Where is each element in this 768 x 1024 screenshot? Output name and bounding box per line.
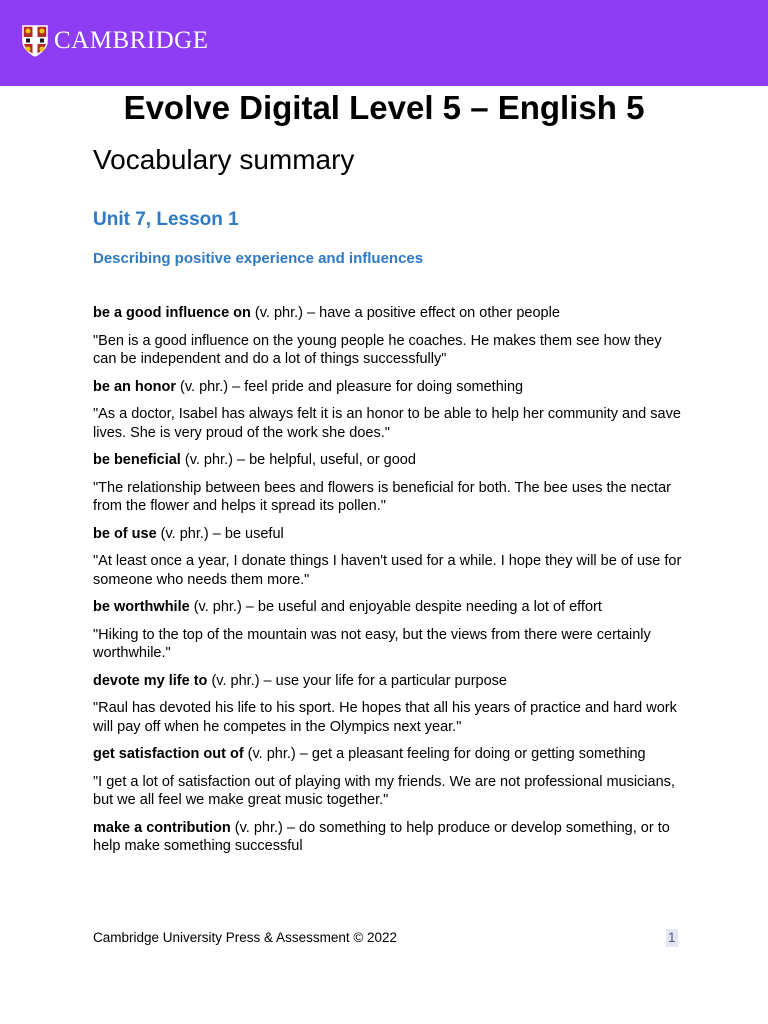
vocab-example: "As a doctor, Isabel has always felt it is an honor to be able to help her community and save lives. She is very proud of the work she does." xyxy=(93,406,681,441)
cambridge-shield-icon xyxy=(22,25,48,57)
vocab-term: be worthwhile xyxy=(93,599,190,615)
vocab-entry xyxy=(93,451,683,470)
vocab-example: "At least once a year, I donate things I haven't used for a while. I hope they will be of use for someone who needs them more." xyxy=(93,553,682,588)
footer-copyright: Cambridge University Press & Assessment © 2022 xyxy=(93,930,398,945)
vocab-definition: (v. phr.) – do something to help produce or develop something, or to help make something successful xyxy=(93,819,670,854)
vocab-definition: (v. phr.) – use your life for a particular purpose xyxy=(207,672,507,689)
vocab-definition: (v. phr.) – feel pride and pleasure for doing something xyxy=(175,378,524,395)
vocabulary-list xyxy=(93,304,683,865)
page-number: 1 xyxy=(668,930,676,945)
cambridge-logo[interactable] xyxy=(22,25,209,57)
document-title: Evolve Digital Level 5 – English 5 xyxy=(123,89,645,126)
vocab-term: be a good influence on xyxy=(93,305,251,321)
unit-heading: Unit 7, Lesson 1 xyxy=(93,209,239,230)
vocab-entry xyxy=(93,525,683,544)
vocab-example: "Raul has devoted his life to his sport. He hopes that all his years of practice and hard work will pay off when he competes in the Olympics next year." xyxy=(93,700,677,735)
vocab-definition: (v. phr.) – have a positive effect on other people xyxy=(250,305,560,321)
brand-name: CAMBRIDGE xyxy=(54,27,209,54)
vocab-definition: (v. phr.) – get a pleasant feeling for doing or getting something xyxy=(243,746,646,762)
vocab-entry xyxy=(93,598,683,617)
vocab-entry xyxy=(93,819,683,856)
vocab-definition: (v. phr.) – be helpful, useful, or good xyxy=(180,452,416,468)
vocab-term: be of use xyxy=(93,525,157,542)
vocab-term: be an honor xyxy=(93,378,176,395)
vocab-example: "The relationship between bees and flowers is beneficial for both. The bee uses the nectar from the flower and helps it spread its pollen." xyxy=(93,479,671,514)
vocab-term: be beneficial xyxy=(93,452,181,468)
vocab-example: "I get a lot of satisfaction out of playing with my friends. We are not professional musicians, but we all feel we make great music together." xyxy=(93,773,675,808)
vocab-term: make a contribution xyxy=(93,819,231,836)
vocab-term: devote my life to xyxy=(93,672,208,689)
section-heading: Describing positive experience and influences xyxy=(93,250,424,267)
vocab-entry xyxy=(93,745,683,764)
vocab-entry xyxy=(93,378,683,397)
vocab-definition: (v. phr.) – be useful and enjoyable despite needing a lot of effort xyxy=(189,599,602,615)
document-subtitle: Vocabulary summary xyxy=(93,144,355,175)
vocab-entry xyxy=(93,672,683,691)
vocab-example: "Hiking to the top of the mountain was not easy, but the views from there were certainly worthwhile." xyxy=(93,626,651,661)
vocab-term: get satisfaction out of xyxy=(93,746,244,762)
vocab-entry xyxy=(93,304,683,323)
vocab-example: "Ben is a good influence on the young people he coaches. He makes them see how they can be independent and do a lot of things successfully" xyxy=(93,332,662,367)
vocab-definition: (v. phr.) – be useful xyxy=(156,525,284,542)
header-band xyxy=(0,0,768,86)
